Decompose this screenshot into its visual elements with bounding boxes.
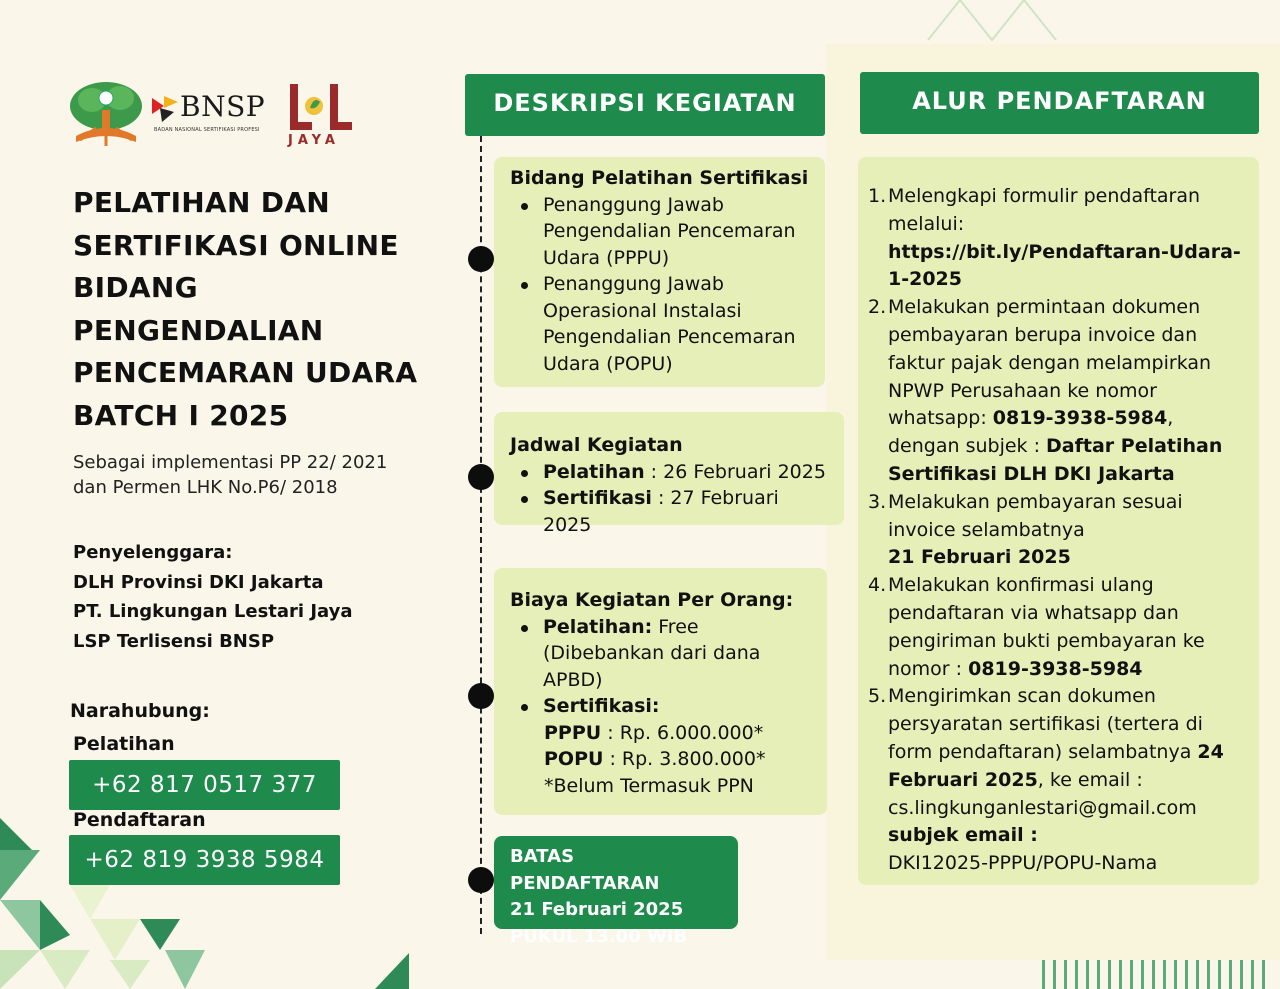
- step-text-a: Melakukan pembayaran sesuai invoice selambatnya: [888, 490, 1183, 541]
- triangle-deco-9: [70, 885, 110, 919]
- cost-pppu-value: : Rp. 6.000.000*: [601, 721, 764, 744]
- step-text: [888, 294, 1249, 489]
- cost-note: *Belum Termasuk PPN: [544, 774, 754, 797]
- cost-list: [510, 614, 811, 720]
- step-item: [868, 183, 1249, 294]
- organizer-item: PT. Lingkungan Lestari Jaya: [73, 601, 353, 622]
- email-subject-label: subjek email :: [888, 824, 1038, 847]
- field-list: [510, 192, 809, 378]
- cost-popu: [510, 746, 811, 773]
- email-subject-value: DKI12025-PPPU/POPU-Nama: [888, 852, 1158, 875]
- document-deadline: 24 Februari 2025: [888, 740, 1224, 791]
- triangle-deco-1: [0, 818, 32, 850]
- triangle-deco-3: [0, 900, 40, 950]
- payment-deadline: 21 Februari 2025: [888, 546, 1071, 569]
- timeline-dot: [468, 867, 494, 893]
- field-card: [494, 157, 825, 387]
- organizer-block: [73, 538, 353, 656]
- step-number: 4.: [868, 574, 887, 597]
- whatsapp-number: 0819-3938-5984: [992, 407, 1168, 430]
- bnsp-logo-subtitle: BADAN NASIONAL SERTIFIKASI PROFESI: [154, 127, 260, 133]
- triangle-deco-12: [375, 953, 409, 989]
- bnsp-logo-text: BNSP: [180, 90, 266, 123]
- registration-phone-button[interactable]: +62 819 3938 5984: [69, 835, 340, 885]
- cost-popu-label: POPU: [544, 748, 604, 770]
- step-text-a: Melakukan permintaan dokumen pembayaran berupa invoice dan faktur pajak dengan melampirkan NPWP Perusahaan ke nomor whatsapp:: [888, 296, 1212, 430]
- step-number: 5.: [868, 685, 887, 708]
- title-line: PELATIHAN DAN: [73, 186, 331, 219]
- schedule-training-label: Pelatihan: [543, 460, 645, 483]
- triangle-deco-5: [40, 900, 70, 950]
- page-title: [73, 182, 433, 437]
- step-number: 1.: [868, 185, 887, 207]
- regulation-subtitle: [73, 450, 433, 500]
- top-triangle-outlines: [928, 0, 1056, 40]
- cost-pppu: [510, 720, 811, 747]
- training-contact-label: Pelatihan: [73, 733, 175, 755]
- title-line: PENCEMARAN UDARA: [73, 356, 418, 389]
- step-text-a: Melakukan konfirmasi ulang pendaftaran via whatsapp dan pengiriman bukti pembayaran ke nomor :: [888, 574, 1205, 680]
- registration-flow-header: ALUR PENDAFTARAN: [860, 72, 1259, 134]
- organizer-item: DLH Provinsi DKI Jakarta: [73, 571, 324, 593]
- step-text: [888, 683, 1249, 878]
- schedule-card-title: Jadwal Kegiatan: [510, 434, 683, 456]
- cost-card: [494, 568, 827, 815]
- cost-pppu-label: PPPU: [544, 721, 602, 744]
- triangle-deco-2: [0, 850, 40, 900]
- schedule-training-value: : 26 Februari 2025: [644, 460, 826, 483]
- schedule-list: [510, 459, 828, 539]
- deadline-line: BATAS PENDAFTARAN: [510, 846, 660, 894]
- list-item: [510, 614, 811, 694]
- cost-card-title: Biaya Kegiatan Per Orang:: [510, 589, 794, 611]
- step-number: 2.: [868, 296, 887, 319]
- step-item: [868, 683, 1249, 878]
- registration-link[interactable]: https://bit.ly/Pendaftaran-Udara-1-2025: [888, 240, 1241, 291]
- step-text-c: , dengan subjek :: [888, 407, 1174, 458]
- timeline-dot: [468, 683, 494, 709]
- registration-contact-label: Pendaftaran: [73, 809, 206, 831]
- step-email: , ke email : cs.lingkunganlestari@gmail.com: [888, 768, 1197, 819]
- list-item: [510, 693, 811, 720]
- contact-heading: Narahubung:: [70, 700, 210, 722]
- triangle-deco-7: [90, 919, 140, 960]
- cost-popu-value: : Rp. 3.800.000*: [603, 748, 766, 770]
- title-line: BATCH I 2025: [73, 398, 289, 432]
- title-line: BIDANG: [73, 271, 198, 304]
- deadline-box: [494, 836, 738, 947]
- step-text: [888, 572, 1249, 683]
- subtitle-line: Sebagai implementasi PP 22/ 2021: [73, 452, 388, 473]
- field-card-title: Bidang Pelatihan Sertifikasi: [510, 167, 809, 189]
- cost-cert-label: Sertifikasi:: [543, 695, 660, 717]
- organizer-heading: Penyelenggara:: [73, 542, 233, 563]
- step-item: [868, 489, 1249, 572]
- deadline-line: PUKUL 13.00 WIB: [510, 925, 688, 947]
- llj-logo-text: JAYA: [288, 133, 340, 148]
- title-line: SERTIFIKASI ONLINE: [73, 228, 399, 262]
- list-item: Penanggung Jawab Operasional Instalasi Pengendalian Pencemaran Udara (POPU): [510, 271, 809, 377]
- timeline-dot: [468, 246, 494, 272]
- step-text-a: Mengirimkan scan dokumen persyaratan sertifikasi (tertera di form pendaftaran) selambatnya: [888, 685, 1203, 763]
- triangle-deco-4: [0, 950, 40, 989]
- training-phone-button[interactable]: +62 817 0517 377: [69, 760, 340, 810]
- deadline-line: 21 Februari 2025: [510, 899, 684, 920]
- whatsapp-number: 0819-3938-5984: [968, 657, 1143, 680]
- schedule-card: [494, 412, 844, 536]
- schedule-cert-label: Sertifikasi: [543, 487, 652, 509]
- list-item: Penanggung Jawab Pengendalian Pencemaran Udara (PPPU): [510, 192, 809, 272]
- step-number: 3.: [868, 490, 887, 513]
- list-item: [510, 485, 828, 538]
- step-text: [888, 489, 1249, 572]
- registration-steps-card: [858, 157, 1259, 885]
- timeline-dot: [468, 464, 494, 490]
- triangle-deco-10: [165, 950, 205, 989]
- organizer-item: LSP Terlisensi BNSP: [73, 630, 275, 652]
- triangle-deco-11: [110, 960, 150, 989]
- description-header: DESKRIPSI KEGIATAN: [465, 74, 825, 136]
- list-item: [510, 459, 828, 486]
- step-text-a: Melengkapi formulir pendaftaran melalui:: [888, 185, 1201, 235]
- triangle-deco-8: [140, 919, 180, 950]
- email-subject: Daftar Pelatihan Sertifikasi DLH DKI Jakarta: [888, 435, 1223, 485]
- subtitle-line: dan Permen LHK No.P6/ 2018: [73, 477, 338, 498]
- cost-training-label: Pelatihan:: [543, 615, 653, 638]
- step-item: [868, 294, 1249, 489]
- llj-logo-icon: [288, 82, 354, 132]
- triangle-deco-6: [40, 950, 90, 989]
- step-text: [888, 183, 1249, 294]
- title-line: PENGENDALIAN: [73, 313, 324, 347]
- schedule-cert-value: : 27 Februari 2025: [543, 487, 779, 536]
- cost-training-value: Free (Dibebankan dari dana APBD): [543, 615, 761, 691]
- dlh-tree-logo-icon: [66, 76, 146, 150]
- step-item: [868, 572, 1249, 683]
- bnsp-emblem-icon: [150, 92, 180, 126]
